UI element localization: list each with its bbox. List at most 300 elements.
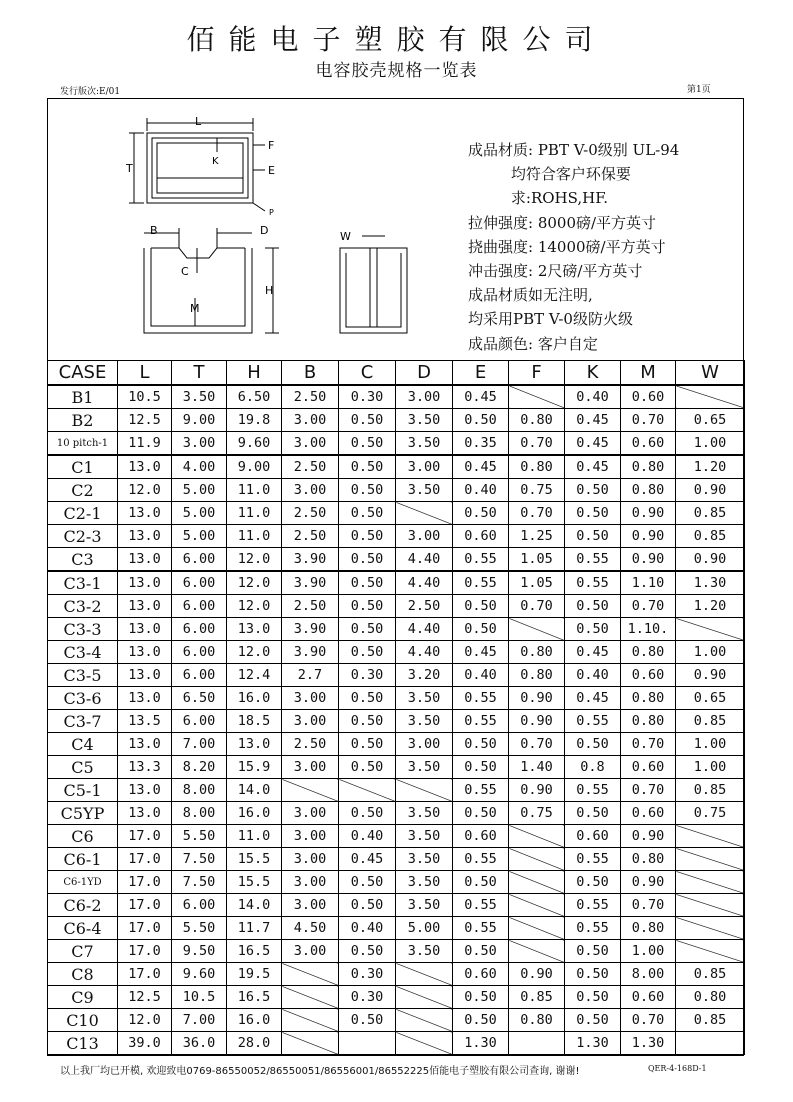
value-cell: 0.55 [565, 917, 621, 940]
value-cell: 0.50 [339, 940, 396, 963]
value-cell: 7.00 [172, 1009, 227, 1032]
value-cell: 9.00 [227, 455, 282, 479]
case-cell: B2 [48, 409, 118, 432]
value-cell: 0.50 [453, 733, 509, 756]
case-cell: C3-4 [48, 641, 118, 664]
value-cell: 9.50 [172, 940, 227, 963]
value-cell: 16.0 [227, 687, 282, 710]
value-cell: 0.55 [453, 710, 509, 733]
value-cell: 0.90 [509, 963, 565, 986]
value-cell: 19.8 [227, 409, 282, 432]
value-cell: 0.70 [621, 595, 676, 618]
value-cell: 0.55 [453, 779, 509, 802]
value-cell: 17.0 [118, 848, 172, 871]
value-cell: 11.9 [118, 432, 172, 456]
value-cell: 17.0 [118, 825, 172, 848]
value-cell: 0.50 [565, 595, 621, 618]
value-cell: 0.50 [565, 871, 621, 894]
value-cell: 0.50 [453, 756, 509, 779]
value-cell: 0.40 [453, 479, 509, 502]
case-cell: C6-2 [48, 894, 118, 917]
value-cell: 3.50 [396, 479, 453, 502]
value-cell: 0.90 [621, 871, 676, 894]
footer-note: 以上我厂均已开模, 欢迎致电0769-86550052/86550051/86556001/86552225佰能电子塑胶有限公司查询, 谢谢! [60, 1066, 580, 1077]
spec-note-cont: 均采用PBT V-0级防火级 [468, 310, 633, 329]
value-cell: 0.50 [453, 871, 509, 894]
value-cell: 0.50 [339, 687, 396, 710]
column-header: T [172, 361, 227, 386]
form-code: QER-4-168D-1 [648, 1064, 707, 1073]
value-cell: 7.50 [172, 871, 227, 894]
value-cell: 5.00 [396, 917, 453, 940]
empty-cell [676, 825, 745, 848]
empty-cell [676, 385, 745, 409]
value-cell: 0.75 [676, 802, 745, 825]
table-row [48, 641, 745, 664]
value-cell: 0.55 [565, 779, 621, 802]
value-cell: 13.0 [118, 687, 172, 710]
value-cell: 0.60 [453, 963, 509, 986]
case-cell: C6-4 [48, 917, 118, 940]
value-cell: 0.60 [621, 664, 676, 687]
value-cell: 13.0 [118, 664, 172, 687]
value-cell: 10.5 [118, 385, 172, 409]
value-cell: 0.45 [453, 455, 509, 479]
empty-cell [509, 825, 565, 848]
value-cell: 3.50 [396, 409, 453, 432]
value-cell: 0.50 [339, 710, 396, 733]
table-row [48, 986, 745, 1009]
value-cell: 0.50 [565, 963, 621, 986]
empty-cell [282, 1009, 339, 1032]
value-cell: 0.80 [676, 986, 745, 1009]
case-cell: C3-2 [48, 595, 118, 618]
case-cell: C3-6 [48, 687, 118, 710]
case-cell: C5 [48, 756, 118, 779]
value-cell: 9.00 [172, 409, 227, 432]
spec-impact: 冲击强度: 2尺磅/平方英寸 [468, 262, 643, 281]
value-cell: 0.80 [621, 641, 676, 664]
table-row [48, 502, 745, 525]
empty-cell [676, 894, 745, 917]
diagram-label-H: H [265, 284, 274, 297]
value-cell: 13.0 [118, 571, 172, 595]
diagram-label-P: P [269, 208, 274, 217]
value-cell: 0.45 [453, 385, 509, 409]
value-cell: 0.50 [339, 502, 396, 525]
table-row [48, 894, 745, 917]
value-cell: 0.75 [509, 479, 565, 502]
empty-cell [396, 986, 453, 1009]
diagram-label-K: K [212, 156, 219, 167]
side-section-drawing [340, 236, 407, 333]
empty-cell [339, 779, 396, 802]
value-cell: 0.70 [509, 595, 565, 618]
value-cell: 2.50 [282, 595, 339, 618]
value-cell: 13.5 [118, 710, 172, 733]
value-cell: 14.0 [227, 894, 282, 917]
value-cell: 0.50 [339, 618, 396, 641]
value-cell: 0.55 [565, 710, 621, 733]
company-name: 佰能电子塑胶有限公司 [186, 23, 607, 56]
table-row [48, 779, 745, 802]
value-cell: 2.50 [282, 385, 339, 409]
value-cell: 17.0 [118, 917, 172, 940]
value-cell: 0.60 [621, 385, 676, 409]
value-cell: 0.50 [565, 733, 621, 756]
value-cell: 9.60 [172, 963, 227, 986]
value-cell: 0.50 [565, 1009, 621, 1032]
value-cell: 0.50 [565, 940, 621, 963]
diagram-label-L: L [195, 115, 202, 128]
value-cell: 16.0 [227, 1009, 282, 1032]
value-cell: 3.00 [396, 525, 453, 548]
table-row [48, 917, 745, 940]
empty-cell [396, 963, 453, 986]
value-cell: 39.0 [118, 1032, 172, 1055]
value-cell: 1.00 [676, 432, 745, 456]
empty-cell [509, 917, 565, 940]
value-cell: 0.50 [453, 595, 509, 618]
value-cell: 1.30 [621, 1032, 676, 1055]
value-cell: 12.0 [118, 479, 172, 502]
value-cell: 3.00 [172, 432, 227, 456]
value-cell: 0.50 [565, 525, 621, 548]
value-cell: 0.50 [339, 894, 396, 917]
value-cell: 3.00 [282, 710, 339, 733]
value-cell: 0.50 [339, 802, 396, 825]
column-header: L [118, 361, 172, 386]
value-cell: 2.50 [396, 595, 453, 618]
value-cell: 36.0 [172, 1032, 227, 1055]
value-cell: 0.80 [621, 917, 676, 940]
case-cell: C6-1 [48, 848, 118, 871]
diagram-label-W: W [340, 230, 351, 243]
diagram-label-B: B [150, 224, 158, 237]
table-row [48, 825, 745, 848]
value-cell: 1.05 [509, 548, 565, 572]
value-cell: 0.55 [453, 548, 509, 572]
value-cell: 2.50 [282, 525, 339, 548]
table-row [48, 1009, 745, 1032]
value-cell: 3.50 [396, 802, 453, 825]
value-cell: 5.00 [172, 502, 227, 525]
value-cell: 0.50 [565, 986, 621, 1009]
case-cell: C5-1 [48, 779, 118, 802]
value-cell: 1.00 [676, 733, 745, 756]
empty-cell [282, 963, 339, 986]
value-cell: 0.50 [453, 940, 509, 963]
value-cell: 8.20 [172, 756, 227, 779]
case-cell: C10 [48, 1009, 118, 1032]
value-cell: 1.10 [621, 571, 676, 595]
case-cell: C2-3 [48, 525, 118, 548]
value-cell: 0.85 [676, 779, 745, 802]
value-cell: 0.40 [565, 385, 621, 409]
case-cell: C3-7 [48, 710, 118, 733]
column-header: M [621, 361, 676, 386]
value-cell: 2.50 [282, 733, 339, 756]
empty-cell [509, 940, 565, 963]
value-cell: 0.30 [339, 986, 396, 1009]
case-cell: C8 [48, 963, 118, 986]
value-cell [509, 1032, 565, 1055]
case-cell: C13 [48, 1032, 118, 1055]
case-cell: C4 [48, 733, 118, 756]
value-cell: 1.05 [509, 571, 565, 595]
column-header: E [453, 361, 509, 386]
table-row [48, 548, 745, 572]
value-cell: 13.0 [118, 618, 172, 641]
value-cell: 0.50 [339, 756, 396, 779]
value-cell: 3.50 [396, 825, 453, 848]
value-cell: 0.45 [453, 641, 509, 664]
value-cell: 0.70 [621, 1009, 676, 1032]
material-specs [468, 138, 679, 356]
spec-color: 成品颜色: 客户自定 [468, 334, 598, 353]
value-cell: 6.00 [172, 710, 227, 733]
value-cell: 4.40 [396, 548, 453, 572]
value-cell: 0.30 [339, 385, 396, 409]
value-cell: 0.70 [509, 502, 565, 525]
column-header: F [509, 361, 565, 386]
table-row [48, 525, 745, 548]
value-cell: 0.90 [676, 548, 745, 572]
value-cell: 11.0 [227, 525, 282, 548]
document-title: 电容胶壳规格一览表 [315, 61, 478, 81]
value-cell: 6.00 [172, 548, 227, 572]
value-cell: 0.50 [453, 502, 509, 525]
value-cell: 16.5 [227, 940, 282, 963]
empty-cell [509, 385, 565, 409]
value-cell: 0.50 [453, 1009, 509, 1032]
value-cell: 12.5 [118, 986, 172, 1009]
value-cell: 1.40 [509, 756, 565, 779]
value-cell: 0.85 [676, 710, 745, 733]
value-cell: 1.30 [676, 571, 745, 595]
table-row [48, 756, 745, 779]
value-cell: 0.80 [621, 687, 676, 710]
empty-cell [396, 1009, 453, 1032]
value-cell: 0.45 [565, 641, 621, 664]
table-row [48, 940, 745, 963]
value-cell: 9.60 [227, 432, 282, 456]
value-cell: 0.55 [453, 894, 509, 917]
value-cell: 3.90 [282, 548, 339, 572]
value-cell: 0.50 [339, 571, 396, 595]
value-cell: 1.10. [621, 618, 676, 641]
value-cell: 0.90 [621, 525, 676, 548]
value-cell: 0.30 [339, 963, 396, 986]
value-cell: 7.50 [172, 848, 227, 871]
table-row [48, 664, 745, 687]
value-cell: 13.0 [118, 641, 172, 664]
value-cell: 16.5 [227, 986, 282, 1009]
value-cell: 3.20 [396, 664, 453, 687]
value-cell: 0.60 [621, 802, 676, 825]
value-cell: 0.55 [453, 848, 509, 871]
value-cell: 0.55 [453, 687, 509, 710]
value-cell: 0.90 [509, 687, 565, 710]
value-cell: 0.50 [339, 432, 396, 456]
empty-cell [676, 848, 745, 871]
value-cell: 0.50 [565, 618, 621, 641]
value-cell: 0.50 [453, 986, 509, 1009]
value-cell: 0.70 [621, 894, 676, 917]
value-cell: 13.0 [118, 455, 172, 479]
empty-cell [396, 779, 453, 802]
value-cell: 0.50 [339, 548, 396, 572]
value-cell: 1.30 [565, 1032, 621, 1055]
value-cell: 0.50 [453, 409, 509, 432]
value-cell: 0.90 [621, 548, 676, 572]
value-cell: 11.0 [227, 502, 282, 525]
value-cell: 2.7 [282, 664, 339, 687]
value-cell: 4.50 [282, 917, 339, 940]
value-cell: 19.5 [227, 963, 282, 986]
table-header-row [48, 361, 745, 386]
table-row [48, 595, 745, 618]
value-cell: 3.00 [282, 894, 339, 917]
value-cell: 2.50 [282, 502, 339, 525]
value-cell: 1.25 [509, 525, 565, 548]
spec-note: 成品材质如无注明, [468, 286, 593, 305]
value-cell: 5.00 [172, 479, 227, 502]
value-cell: 0.80 [509, 664, 565, 687]
table-row [48, 385, 745, 409]
case-cell: C6-1YD [48, 871, 118, 894]
value-cell: 4.40 [396, 641, 453, 664]
spec-material-cont2: 求:ROHS,HF. [468, 189, 609, 208]
value-cell: 5.00 [172, 525, 227, 548]
value-cell: 13.0 [227, 618, 282, 641]
value-cell: 4.00 [172, 455, 227, 479]
column-header: W [676, 361, 745, 386]
value-cell: 0.60 [621, 756, 676, 779]
value-cell: 0.90 [621, 502, 676, 525]
diagram-label-C: C [181, 265, 189, 278]
value-cell: 0.85 [676, 1009, 745, 1032]
value-cell: 0.55 [565, 848, 621, 871]
spec-material-cont: 均符合客户环保要 [468, 165, 631, 184]
value-cell [339, 1032, 396, 1055]
value-cell: 0.45 [565, 687, 621, 710]
value-cell: 3.00 [396, 733, 453, 756]
table-row [48, 618, 745, 641]
value-cell: 11.0 [227, 479, 282, 502]
case-cell: C6 [48, 825, 118, 848]
value-cell: 6.00 [172, 894, 227, 917]
value-cell: 5.50 [172, 825, 227, 848]
value-cell: 3.90 [282, 641, 339, 664]
value-cell: 11.0 [227, 825, 282, 848]
table-row [48, 455, 745, 479]
value-cell: 3.00 [282, 756, 339, 779]
column-header: B [282, 361, 339, 386]
value-cell [676, 1032, 745, 1055]
value-cell: 3.50 [172, 385, 227, 409]
value-cell: 18.5 [227, 710, 282, 733]
value-cell: 1.20 [676, 455, 745, 479]
table-row [48, 710, 745, 733]
diagram-label-D: D [260, 224, 269, 237]
value-cell: 0.80 [621, 479, 676, 502]
value-cell: 6.00 [172, 571, 227, 595]
value-cell: 12.4 [227, 664, 282, 687]
case-cell: C7 [48, 940, 118, 963]
column-header: K [565, 361, 621, 386]
value-cell: 0.45 [339, 848, 396, 871]
value-cell: 0.40 [339, 917, 396, 940]
value-cell: 1.00 [676, 756, 745, 779]
value-cell: 1.30 [453, 1032, 509, 1055]
value-cell: 0.80 [509, 641, 565, 664]
empty-cell [396, 1032, 453, 1055]
empty-cell [509, 848, 565, 871]
value-cell: 3.00 [282, 409, 339, 432]
diagram-label-F: F [268, 139, 275, 152]
table-row [48, 432, 745, 456]
value-cell: 0.50 [339, 595, 396, 618]
value-cell: 0.50 [339, 871, 396, 894]
value-cell: 0.40 [339, 825, 396, 848]
table-row [48, 1032, 745, 1055]
value-cell: 13.0 [118, 595, 172, 618]
value-cell: 17.0 [118, 894, 172, 917]
case-cell: C9 [48, 986, 118, 1009]
value-cell: 0.55 [565, 894, 621, 917]
value-cell: 6.00 [172, 664, 227, 687]
value-cell: 0.85 [509, 986, 565, 1009]
table-row [48, 571, 745, 595]
empty-cell [282, 1032, 339, 1055]
value-cell: 0.50 [339, 641, 396, 664]
value-cell: 3.00 [282, 871, 339, 894]
column-header: D [396, 361, 453, 386]
value-cell: 0.90 [621, 825, 676, 848]
value-cell: 0.8 [565, 756, 621, 779]
diagram-label-M: M [190, 302, 200, 315]
case-cell: C2-1 [48, 502, 118, 525]
value-cell: 3.50 [396, 687, 453, 710]
value-cell: 0.60 [453, 525, 509, 548]
value-cell: 3.50 [396, 871, 453, 894]
empty-cell [509, 894, 565, 917]
value-cell: 3.50 [396, 848, 453, 871]
empty-cell [282, 779, 339, 802]
case-cell: 10 pitch-1 [48, 432, 118, 456]
value-cell: 0.80 [509, 455, 565, 479]
value-cell: 3.50 [396, 710, 453, 733]
value-cell: 0.55 [453, 917, 509, 940]
column-header: H [227, 361, 282, 386]
value-cell: 3.90 [282, 618, 339, 641]
value-cell: 0.45 [565, 409, 621, 432]
value-cell: 3.50 [396, 756, 453, 779]
case-cell: C5YP [48, 802, 118, 825]
spec-material: 成品材质: PBT V-0级别 UL-94 [468, 141, 680, 159]
value-cell: 0.50 [339, 409, 396, 432]
value-cell: 0.55 [565, 571, 621, 595]
value-cell: 0.80 [621, 848, 676, 871]
value-cell: 13.0 [118, 525, 172, 548]
value-cell: 3.00 [282, 479, 339, 502]
value-cell: 0.30 [339, 664, 396, 687]
case-cell: C3-1 [48, 571, 118, 595]
value-cell: 13.0 [118, 733, 172, 756]
value-cell: 17.0 [118, 963, 172, 986]
value-cell: 12.0 [227, 595, 282, 618]
